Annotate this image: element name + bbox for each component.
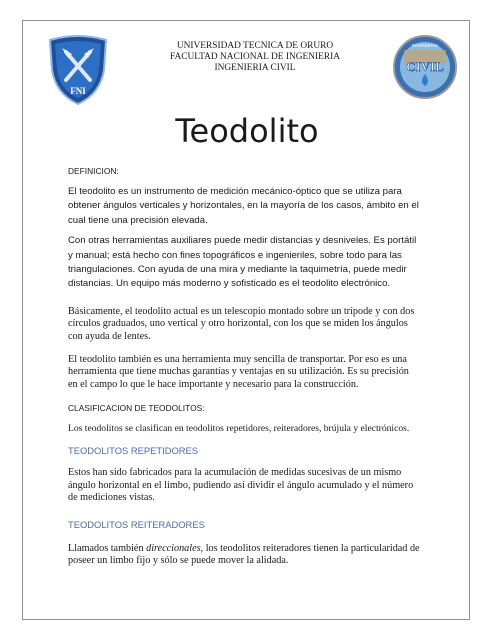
definicion-label: DEFINICION: — [68, 166, 119, 176]
reiteradores-text-italic: direccionales — [146, 542, 201, 554]
reiteradores-text-after: , los teodolitos reiteradores tienen la particularidad de poseer un limbo fijo y sólo se puede mover la alidada. — [68, 542, 420, 567]
document-title: Teodolito — [175, 112, 319, 150]
definicion-paragraph-4: El teodolito también es una herramienta muy sencilla de transportar. Por eso es una herramienta que tiene muchas garantías y ventajas en su utilización. Es su precisión en el campo lo que le hace importante y necesario para la construcción. — [68, 353, 409, 390]
clasificacion-label: CLASIFICACION DE TEODOLITOS: — [68, 403, 205, 414]
ingenieria-arc-text: INGENIERIA — [411, 43, 439, 48]
repetidores-heading: TEODOLITOS REPETIDORES — [68, 445, 199, 456]
civil-logo-text: CIVIL — [406, 59, 444, 74]
reiteradores-text-before: Llamados también — [68, 542, 147, 554]
repetidores-text: Estos han sido fabricados para la acumulación de medidas sucesivas de un mismo ángulo horizontal en el limbo, pudiendo así dividir el ángulo acumulado y el número de mediciones vistas. — [68, 467, 414, 504]
header-line-2: FACULTAD NACIONAL DE INGENIERIA — [170, 52, 340, 62]
header-line-1: UNIVERSIDAD TECNICA DE ORURO — [176, 41, 334, 51]
definicion-paragraph-2: Con otras herramientas auxiliares puede medir distancias y desniveles. Es portátil y manual; está hecho con fines topográficos e ingenieriles, sobre todo para las triangulaciones. Con ayuda de una mira y mediante la taquimetría, puede medir distancias. Un equipo más moderno y sofisticado es el teodolito electrónico. — [68, 235, 417, 290]
university-header — [120, 41, 390, 74]
fni-shield-logo — [46, 34, 110, 106]
reiteradores-text — [68, 543, 420, 568]
clasificacion-text: Los teodolitos se clasifican en teodolitos repetidores, reiteradores, brújula y electrónicos. — [68, 423, 410, 435]
header-line-3: INGENIERIA CIVIL — [214, 63, 296, 73]
definicion-paragraph-1: El teodolito es un instrumento de medición mecánico-óptico que se utiliza para obtener ángulos verticales y horizontales, en la mayoría de los casos, ámbito en el cual tiene una precisión elevada. — [68, 186, 419, 226]
ingenieria-civil-logo — [392, 34, 458, 100]
fni-logo-text: FNI — [70, 86, 86, 96]
document-body — [68, 166, 420, 568]
definicion-paragraph-3: Básicamente, el teodolito actual es un telescopio montado sobre un trípode y con dos círculos graduados, uno vertical y otro horizontal, con los que se miden los ángulos con ayuda de lentes. — [68, 305, 415, 343]
reiteradores-heading: TEODOLITOS REITERADORES — [68, 518, 205, 530]
